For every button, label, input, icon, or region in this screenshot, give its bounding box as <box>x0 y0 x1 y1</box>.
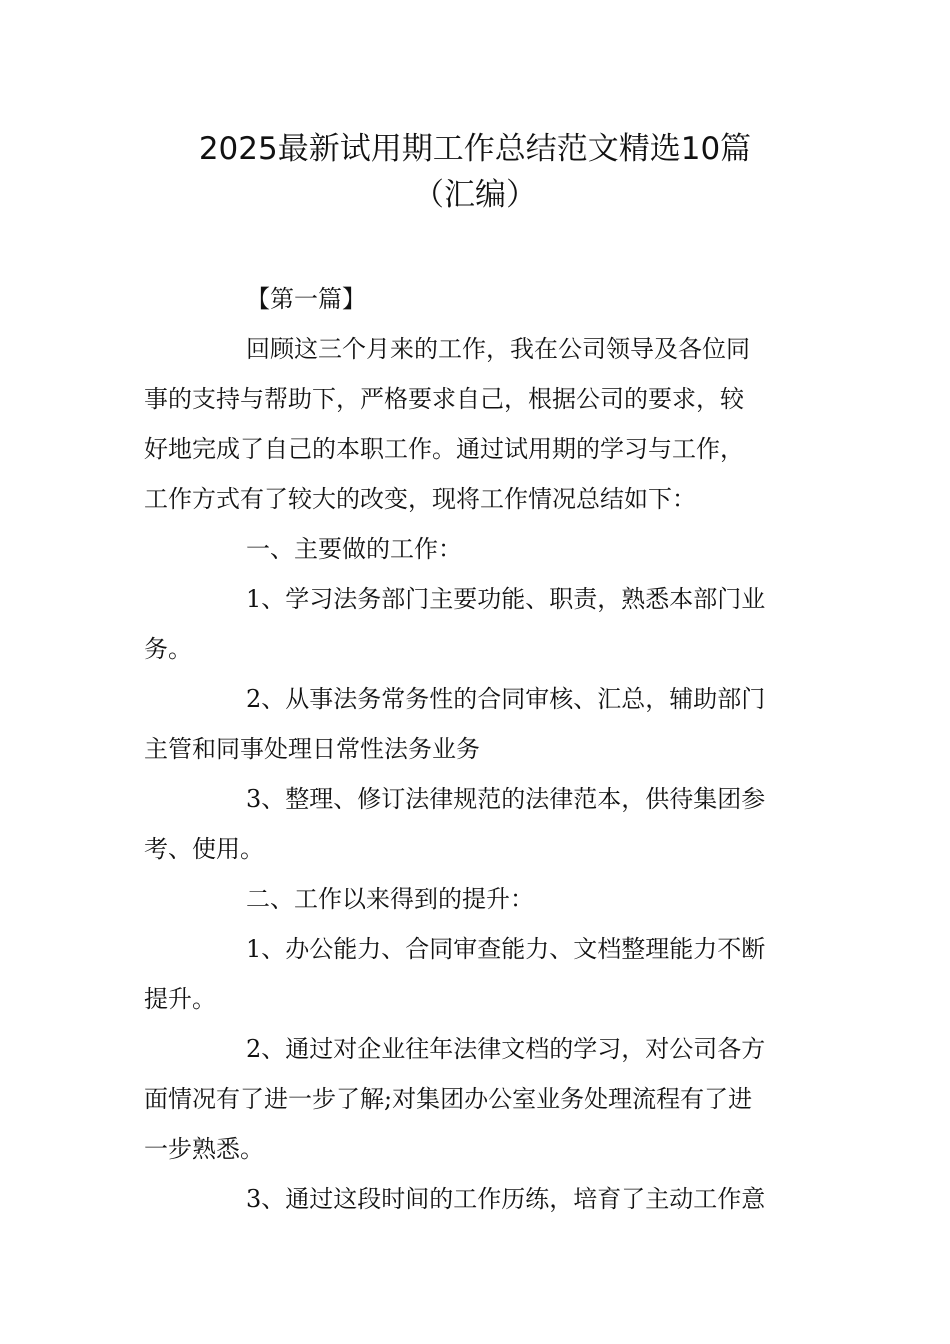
list-heading: 一、主要做的工作： <box>246 535 462 563</box>
list-item-line: 考、使用。 <box>144 835 264 863</box>
list-item-line: 1、学习法务部门主要功能、职责，熟悉本部门业 <box>246 585 766 613</box>
list-item-line: 3、通过这段时间的工作历练，培育了主动工作意 <box>246 1185 766 1213</box>
section-heading: 【第一篇】 <box>246 285 366 313</box>
paragraph-line: 好地完成了自己的本职工作。通过试用期的学习与工作， <box>144 435 744 463</box>
list-heading: 二、工作以来得到的提升： <box>246 885 534 913</box>
document-title-line-1: 2025最新试用期工作总结范文精选10篇 <box>198 131 752 167</box>
paragraph-line: 工作方式有了较大的改变，现将工作情况总结如下： <box>144 485 696 513</box>
list-item-line: 一步熟悉。 <box>144 1135 264 1163</box>
list-item-line: 面情况有了进一步了解;对集团办公室业务处理流程有了进 <box>144 1085 753 1113</box>
paragraph-line: 回顾这三个月来的工作，我在公司领导及各位同 <box>246 335 750 363</box>
document-title-line-2: （汇编） <box>413 177 537 213</box>
list-item-line: 3、整理、修订法律规范的法律范本，供待集团参 <box>246 785 766 813</box>
list-item-line: 务。 <box>144 635 192 663</box>
paragraph-line: 事的支持与帮助下，严格要求自己，根据公司的要求，较 <box>144 385 744 413</box>
list-item-line: 提升。 <box>144 985 216 1013</box>
list-item-line: 主管和同事处理日常性法务业务 <box>144 735 480 763</box>
list-item-line: 1、办公能力、合同审查能力、文档整理能力不断 <box>246 935 766 963</box>
list-item-line: 2、通过对企业往年法律文档的学习，对公司各方 <box>246 1035 766 1063</box>
list-item-line: 2、从事法务常务性的合同审核、汇总，辅助部门 <box>246 685 766 713</box>
